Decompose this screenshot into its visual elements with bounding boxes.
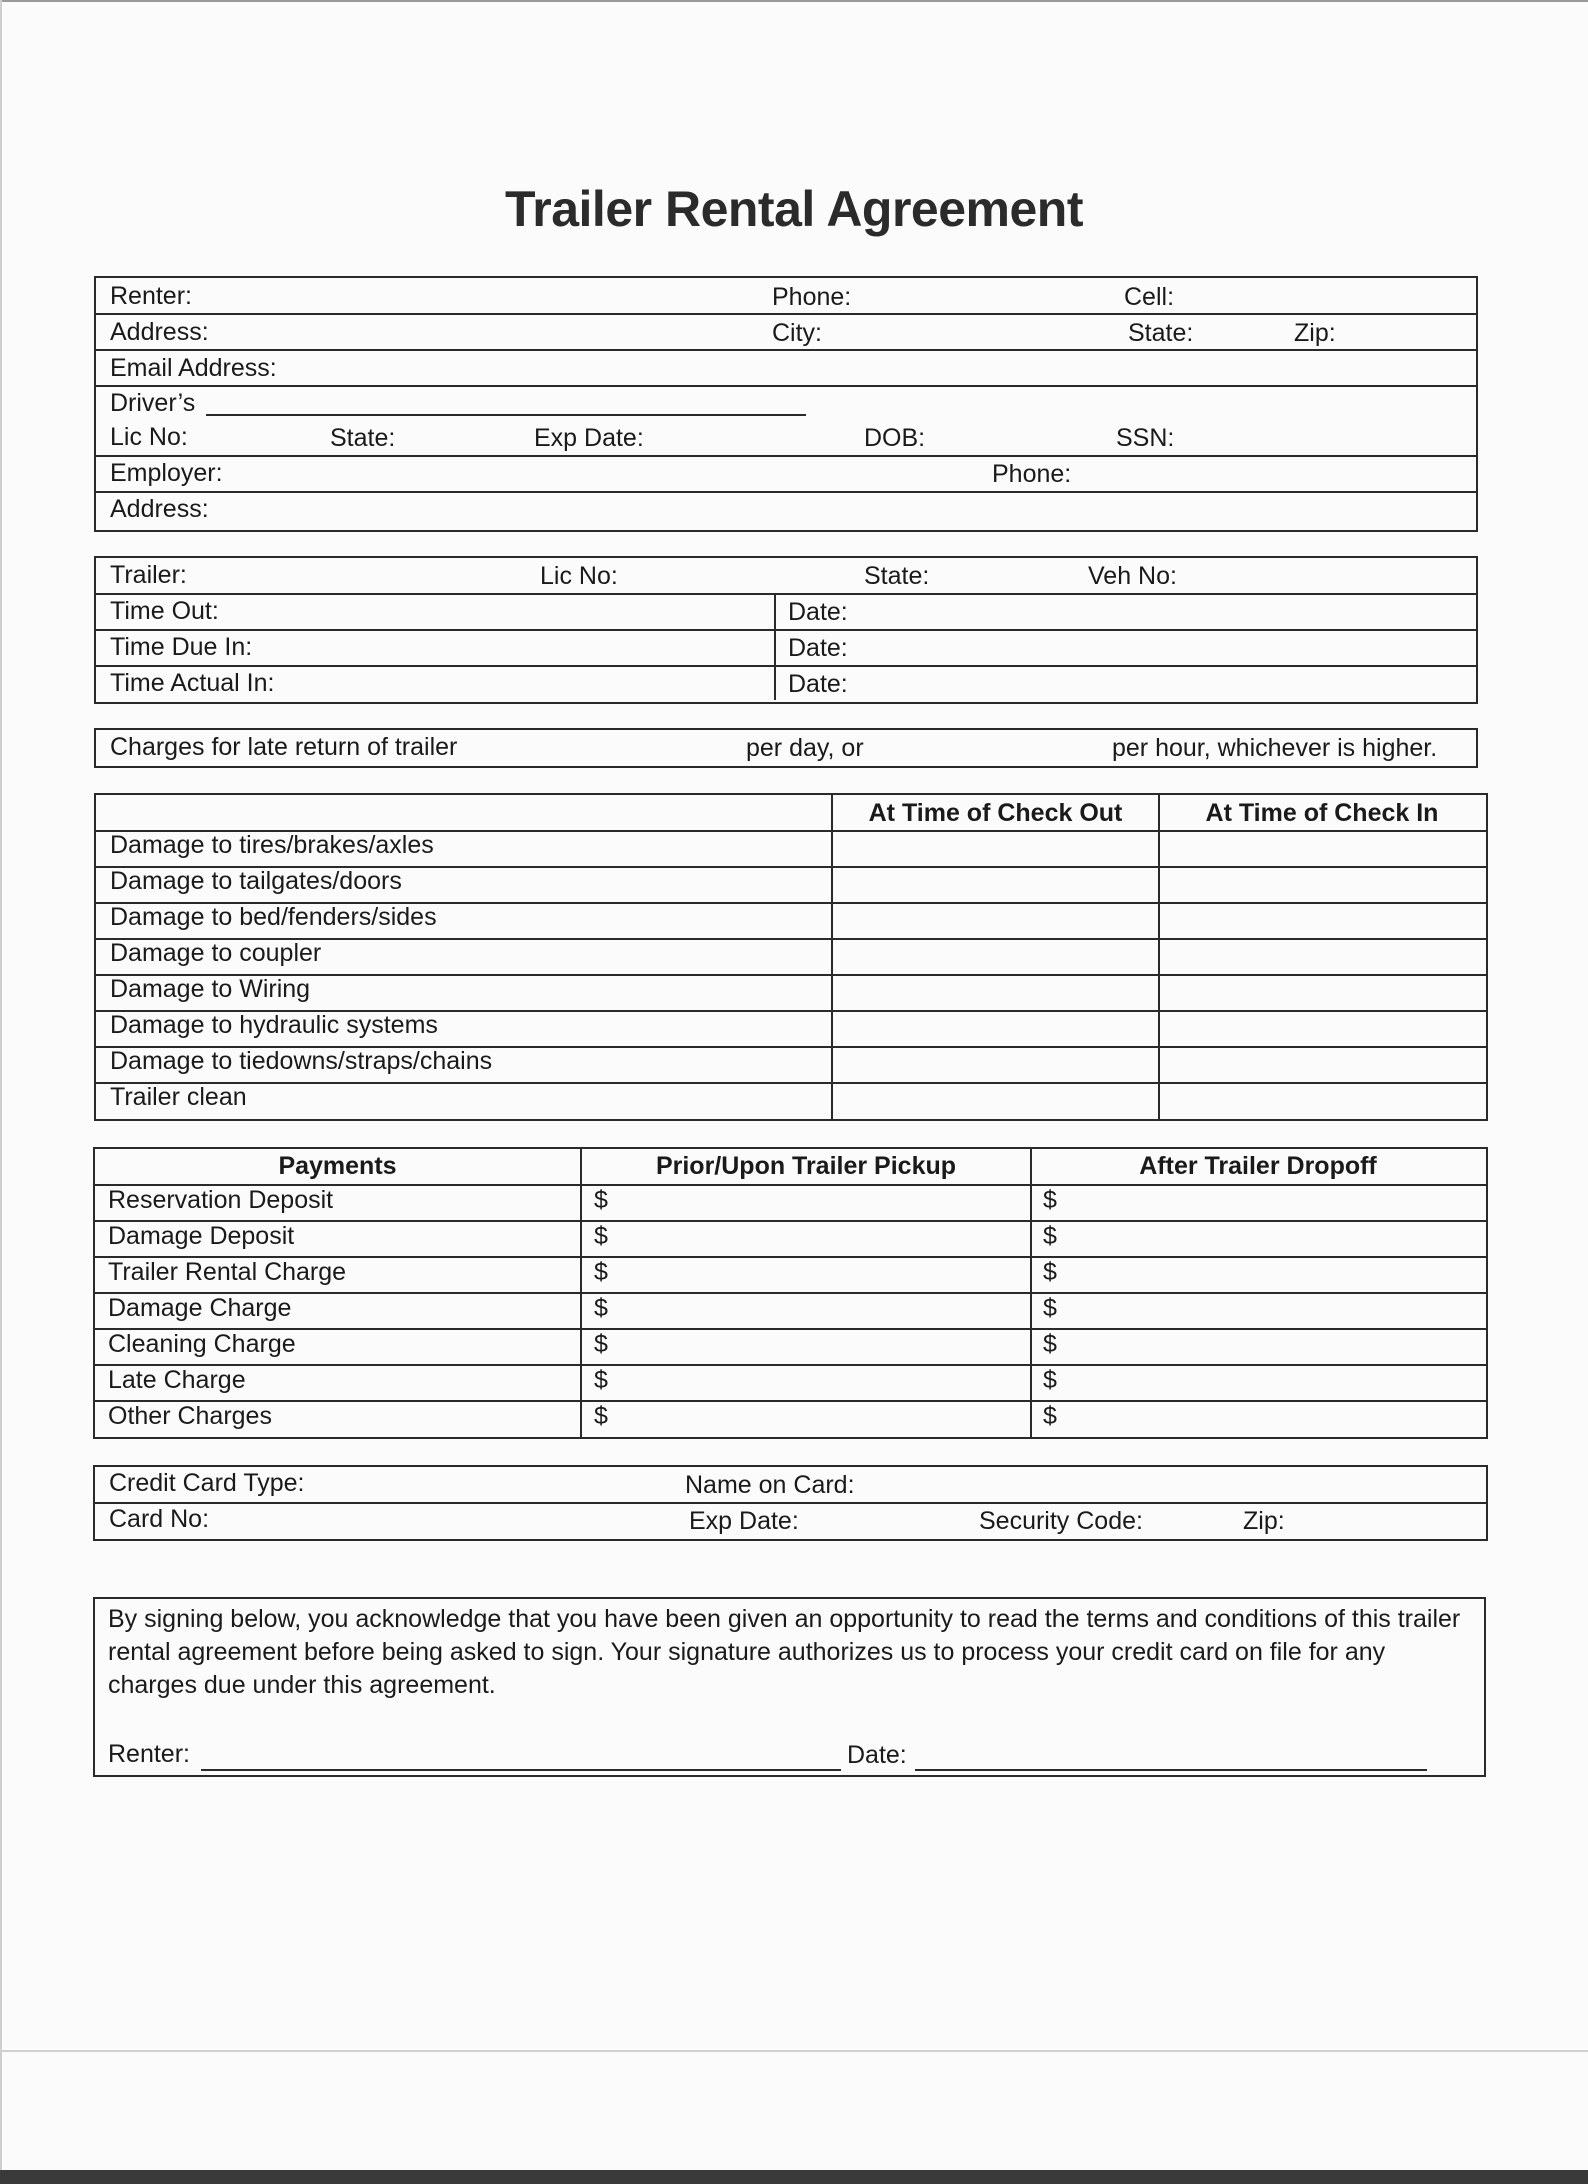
card-exp-label: Exp Date: — [689, 1507, 799, 1535]
ssn-label: SSN: — [1116, 424, 1175, 452]
time-out-label: Time Out: — [110, 597, 219, 625]
lic-no-label: Lic No: — [110, 423, 188, 451]
damage-table — [94, 793, 1488, 1121]
page-title: Trailer Rental Agreement — [504, 181, 1083, 237]
lic-state-label: State: — [330, 424, 396, 452]
name-on-card-label: Name on Card: — [685, 1471, 855, 1499]
drivers-label: Driver’s — [110, 389, 196, 417]
security-code-label: Security Code: — [979, 1507, 1143, 1535]
damage-row-label: Damage to tiedowns/straps/chains — [110, 1047, 493, 1075]
damage-row-label: Trailer clean — [110, 1083, 247, 1111]
signature-box — [93, 1597, 1486, 1777]
per-hour-label: per hour, whichever is higher. — [1112, 734, 1438, 762]
damage-row-label: Damage to tires/brakes/axles — [110, 831, 434, 859]
check-out-header: At Time of Check Out — [868, 799, 1123, 827]
employer-phone-label: Phone: — [992, 460, 1072, 488]
trailer-lic-label: Lic No: — [540, 562, 618, 590]
damage-row-label: Damage to coupler — [110, 939, 322, 967]
renter-cell-label: Cell: — [1124, 283, 1175, 311]
payment-row-label: Cleaning Charge — [108, 1330, 296, 1358]
renter-city-label: City: — [772, 319, 822, 347]
card-no-label: Card No: — [109, 1505, 210, 1533]
time-actual-label: Time Actual In: — [110, 669, 275, 697]
dollar-sign: $ — [1043, 1222, 1057, 1250]
payment-row-label: Damage Charge — [108, 1294, 292, 1322]
acknowledgement-text: By signing below, you acknowledge that you have been given an opportunity to read the terms and conditions of this trailer rental agreement before being asked to sign. Your signature authorizes us to process your credit card on file for any charges due under this agreement. — [108, 1605, 1461, 1699]
scan-bottom-band — [0, 2170, 1588, 2184]
renter-address-label: Address: — [110, 318, 209, 346]
employer-address-label: Address: — [110, 495, 209, 523]
trailer-label: Trailer: — [110, 561, 187, 589]
signature-date-label: Date: — [847, 1741, 907, 1769]
signature-renter-label: Renter: — [108, 1740, 190, 1768]
dollar-sign: $ — [1043, 1366, 1057, 1394]
renter-info-box — [94, 276, 1478, 532]
dollar-sign: $ — [594, 1186, 608, 1214]
exp-date-label: Exp Date: — [534, 424, 644, 452]
dollar-sign: $ — [594, 1258, 608, 1286]
credit-card-box — [93, 1465, 1488, 1541]
dollar-sign: $ — [594, 1330, 608, 1358]
dollar-sign: $ — [1043, 1258, 1057, 1286]
payment-row-label: Other Charges — [108, 1402, 272, 1430]
card-zip-label: Zip: — [1243, 1507, 1285, 1535]
page-left-edge — [0, 0, 2, 2184]
renter-state-label: State: — [1128, 319, 1194, 347]
dollar-sign: $ — [594, 1222, 608, 1250]
drivers-underline — [206, 414, 806, 416]
dollar-sign: $ — [1043, 1294, 1057, 1322]
trailer-state-label: State: — [864, 562, 930, 590]
dollar-sign: $ — [1043, 1186, 1057, 1214]
payments-table — [93, 1147, 1488, 1439]
payments-header: Payments — [278, 1152, 397, 1180]
veh-no-label: Veh No: — [1088, 562, 1177, 590]
scan-fold-line — [0, 2050, 1588, 2052]
trailer-info-box — [94, 556, 1478, 704]
late-charges-box — [94, 728, 1478, 768]
pickup-header: Prior/Upon Trailer Pickup — [655, 1152, 957, 1180]
damage-row-label: Damage to tailgates/doors — [110, 867, 402, 895]
check-in-header: At Time of Check In — [1205, 799, 1439, 827]
dollar-sign: $ — [1043, 1402, 1057, 1430]
dob-label: DOB: — [864, 424, 926, 452]
per-day-label: per day, or — [746, 734, 864, 762]
damage-row-label: Damage to Wiring — [110, 975, 311, 1003]
damage-row-label: Damage to bed/fenders/sides — [110, 903, 437, 931]
renter-zip-label: Zip: — [1294, 319, 1336, 347]
time-out-date-label: Date: — [788, 598, 848, 626]
date-signature-line — [915, 1769, 1427, 1771]
payment-row-label: Reservation Deposit — [108, 1186, 334, 1214]
damage-row-label: Damage to hydraulic systems — [110, 1011, 438, 1039]
renter-phone-label: Phone: — [772, 283, 852, 311]
payment-row-label: Late Charge — [108, 1366, 246, 1394]
employer-label: Employer: — [110, 459, 223, 487]
dollar-sign: $ — [594, 1294, 608, 1322]
card-type-label: Credit Card Type: — [109, 1469, 305, 1497]
dropoff-header: After Trailer Dropoff — [1139, 1152, 1377, 1180]
dollar-sign: $ — [1043, 1330, 1057, 1358]
renter-label: Renter: — [110, 282, 192, 310]
time-due-label: Time Due In: — [110, 633, 253, 661]
late-charges-label: Charges for late return of trailer — [110, 733, 458, 761]
dollar-sign: $ — [594, 1366, 608, 1394]
time-actual-date-label: Date: — [788, 670, 848, 698]
email-label: Email Address: — [110, 354, 277, 382]
page-top-edge — [0, 0, 1588, 2]
time-due-date-label: Date: — [788, 634, 848, 662]
renter-signature-line — [201, 1769, 841, 1771]
payment-row-label: Trailer Rental Charge — [108, 1258, 347, 1286]
payment-row-label: Damage Deposit — [108, 1222, 295, 1250]
dollar-sign: $ — [594, 1402, 608, 1430]
